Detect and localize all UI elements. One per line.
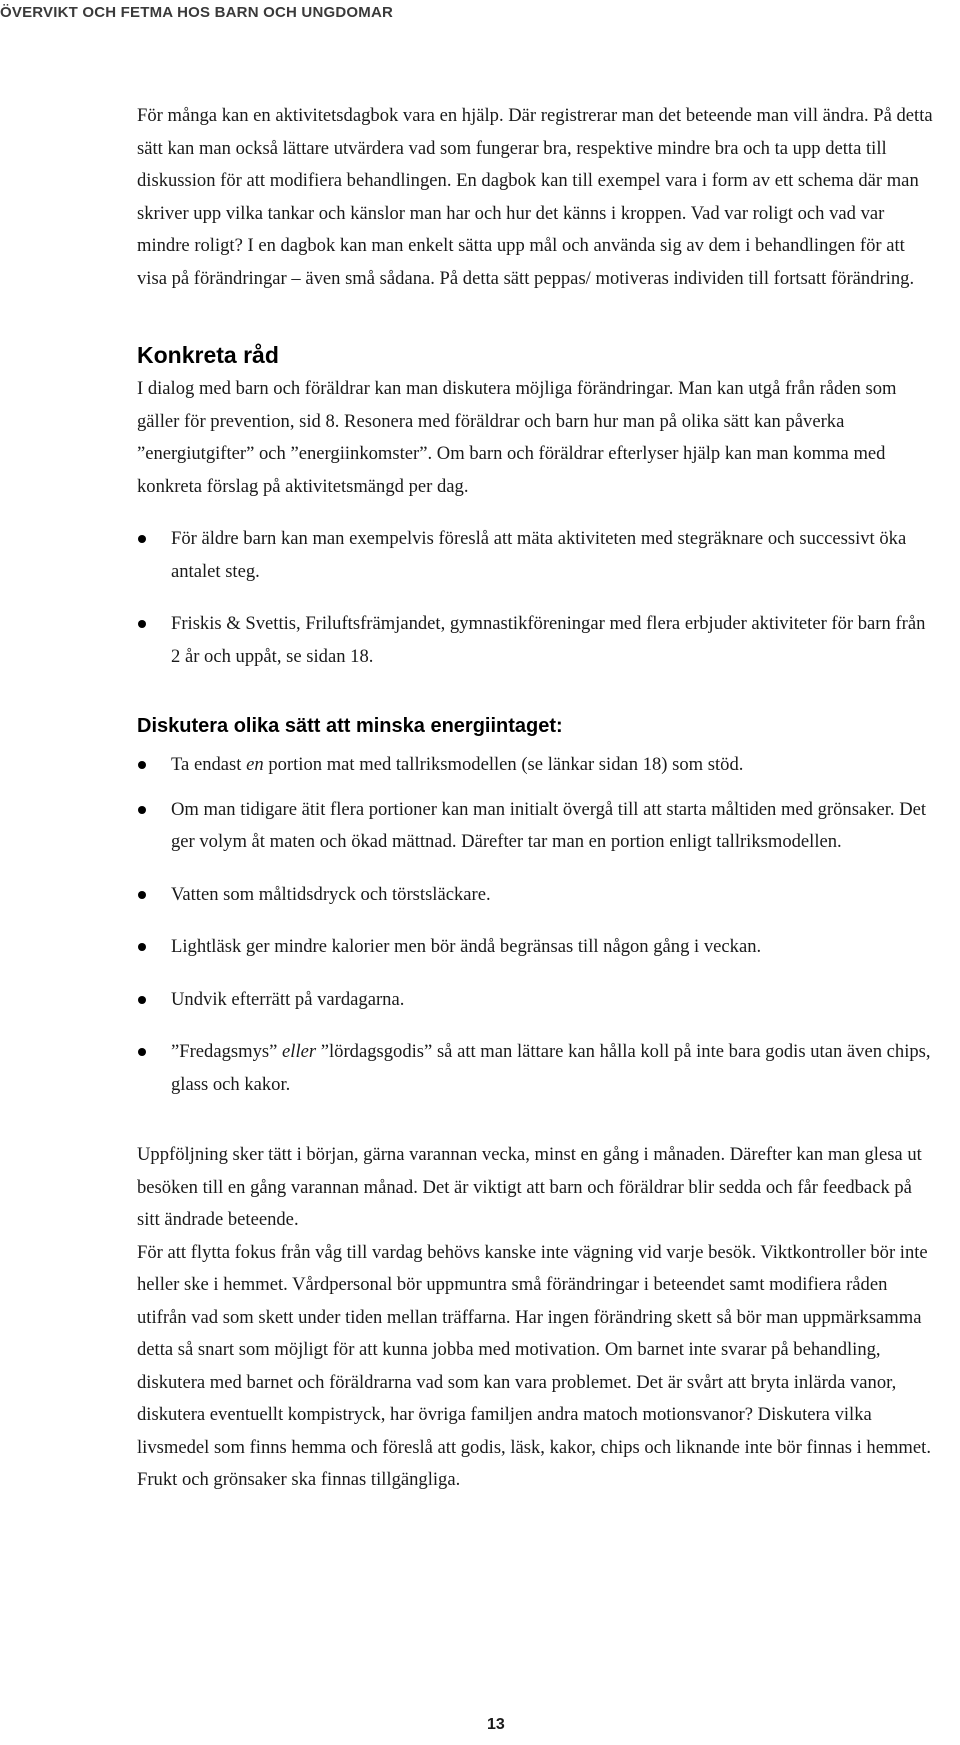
- text-run: Ta endast: [171, 754, 247, 775]
- list-item: [137, 749, 937, 782]
- konkreta-bullet-list: [137, 523, 937, 673]
- text-run: ”Fredagsmys”: [171, 1041, 283, 1062]
- text-run: ”lördagsgodis” så att man lättare kan hålla koll på inte bara godis utan även chips, glass och kakor.: [171, 1041, 931, 1095]
- list-item-text: Lightläsk ger mindre kalorier men bör ändå begränsas till någon gång i veckan.: [171, 936, 762, 957]
- bullet-icon: [138, 806, 146, 814]
- list-item-text: Om man tidigare ätit flera portioner kan man initialt övergå till att starta måltiden med grönsaker. Det ger volym åt maten och ökad mättnad. Därefter tar man en portion enligt tallriksmodellen.: [171, 798, 927, 852]
- list-item: [137, 608, 937, 673]
- bullet-icon: [138, 891, 146, 899]
- section-heading-energiintag: Diskutera olika sätt att minska energiintaget:: [137, 715, 563, 737]
- vagning-paragraph: För att flytta fokus från våg till vardag behövs kanske inte vägning vid varje besök. Viktkontroller bör inte heller ske i hemmet. Vårdpersonal bör uppmuntra små förändringar i beteendet samt modifiera råden utifrån vad som skett under tiden mellan träffarna. Har ingen förändring skett så bör man uppmärksamma detta så snart som möjligt för att kunna jobba med motivation. Om barnet inte svarar på behandling, diskutera med barnet och föräldrarna vad som kan vara problemet. Det är svårt att bryta inlärda vanor, diskutera eventuellt kompistryck, har övriga familjen andra matoch motionsvanor? Diskutera vilka livsmedel som finns hemma och föreslå att godis, läsk, kakor, chips och liknande inte bör finnas i hemmet. Frukt och grönsaker ska finnas tillgängliga.: [137, 1241, 931, 1490]
- list-item-text: Friskis & Svettis, Friluftsfrämjandet, gymnastikföreningar med flera erbjuder aktiviteter för barn från 2 år och uppåt, se sidan 18.: [171, 613, 926, 667]
- konkreta-paragraph: I dialog med barn och föräldrar kan man diskutera möjliga förändringar. Man kan utgå från råden som gäller för prevention, sid 8. Resonera med föräldrar och barn hur man på olika sätt kan påverka ”energiutgifter” och ”energiinkomster”. Om barn och föräldrar efterlyser hjälp kan man komma med konkreta förslag på aktivitetsmängd per dag.: [137, 378, 897, 497]
- energiintag-bullet-list: [137, 749, 937, 1101]
- list-item-text: Undvik efterrätt på vardagarna.: [171, 988, 405, 1010]
- running-header: ÖVERVIKT OCH FETMA HOS BARN OCH UNGDOMAR: [0, 4, 394, 21]
- bullet-icon: [138, 1048, 146, 1056]
- bullet-icon: [138, 535, 146, 543]
- followup-paragraph: Uppföljning sker tätt i början, gärna varannan vecka, minst en gång i månaden. Därefter kan man glesa ut besöken till en gång varannan månad. Det är viktigt att barn och föräldrar blir sedda och får feedback på sitt ändrade beteende.: [137, 1144, 922, 1230]
- list-item: [137, 879, 937, 912]
- section-heading-konkreta-rad: Konkreta råd: [137, 342, 279, 368]
- text-run: portion mat med tallriksmodellen (se länkar sidan 18) som stöd.: [263, 754, 744, 775]
- bullet-icon: [138, 620, 146, 628]
- list-item: [137, 523, 937, 588]
- page-number: 13: [487, 1716, 505, 1733]
- emphasis-text: en: [246, 754, 264, 775]
- bullet-icon: [138, 996, 146, 1004]
- list-item: [137, 1036, 937, 1101]
- list-item-text: [171, 1041, 931, 1095]
- list-item-text: För äldre barn kan man exempelvis föreslå att mäta aktiviteten med stegräknare och successivt öka antalet steg.: [171, 528, 907, 582]
- emphasis-text: eller: [282, 1041, 317, 1062]
- list-item-text: [171, 754, 743, 775]
- bullet-icon: [138, 943, 146, 951]
- bullet-icon: [138, 761, 146, 769]
- page-body: [137, 100, 937, 1497]
- list-item: [137, 794, 937, 859]
- list-item: [137, 931, 937, 964]
- list-item-text: Vatten som måltidsdryck och törstsläckare.: [171, 883, 491, 905]
- intro-paragraph: För många kan en aktivitetsdagbok vara en hjälp. Där registrerar man det beteende man vill ändra. På detta sätt kan man också lättare utvärdera vad som fungerar bra, respektive mindre bra och ta upp detta till diskussion för att modifiera behandlingen. En dagbok kan till exempel vara i form av ett schema där man skriver upp vilka tankar och känslor man har och hur det känns i kroppen. Vad var roligt och vad var mindre roligt? I en dagbok kan man enkelt sätta upp mål och använda sig av dem i behandlingen för att visa på förändringar – även små sådana. På detta sätt peppas/ motiveras individen till fortsatt förändring.: [137, 105, 933, 289]
- list-item: [137, 984, 937, 1017]
